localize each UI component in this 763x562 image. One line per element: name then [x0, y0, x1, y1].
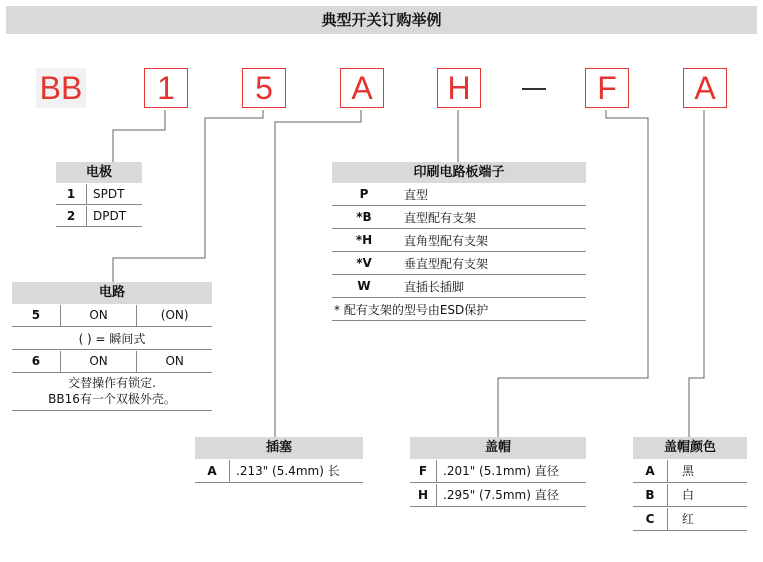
- cap-color-code: A: [645, 463, 655, 478]
- terminal-table: [332, 162, 586, 321]
- table-row: [633, 507, 747, 531]
- table-row: [56, 183, 142, 205]
- table-row: [12, 304, 212, 327]
- plunger-label: .213" (5.4mm) 长: [229, 460, 340, 482]
- terminal-label: 直角型配有支架: [404, 233, 489, 248]
- table-row: [332, 206, 586, 229]
- table-row: [410, 483, 586, 507]
- code-box-cap: F: [585, 68, 629, 108]
- terminal-code: W: [357, 279, 371, 293]
- double-pole-housing-note: BB16有一个双极外壳。: [48, 392, 176, 406]
- page-title: 典型开关订购举例: [6, 6, 757, 34]
- table-row: [12, 350, 212, 373]
- circuit-code: 6: [31, 354, 41, 368]
- cap-color-label: 黑: [667, 460, 694, 482]
- cap-label: .295" (7.5mm) 直径: [436, 484, 559, 506]
- table-row: [332, 275, 586, 298]
- table-row: [332, 229, 586, 252]
- table-row: [56, 205, 142, 227]
- circuit-table: [12, 282, 212, 411]
- cap-code: H: [417, 487, 429, 502]
- esd-note-row: [332, 298, 586, 321]
- connector-cap-color: [689, 110, 704, 437]
- pole-label: DPDT: [86, 206, 126, 226]
- code-box-cap-color: A: [683, 68, 727, 108]
- circuit-position-a: ON: [60, 351, 137, 372]
- cap-color-code: C: [645, 511, 655, 526]
- cap-color-label: 红: [667, 508, 694, 530]
- terminal-label: 直型: [404, 187, 429, 202]
- series-prefix: BB: [36, 68, 86, 108]
- pole-code: 2: [66, 208, 76, 223]
- code-box-plunger: A: [340, 68, 384, 108]
- cap-code: F: [418, 463, 428, 478]
- code-box-terminal: H: [437, 68, 481, 108]
- table-row: [332, 252, 586, 275]
- cap-table-header: 盖帽: [410, 437, 586, 459]
- terminal-code: *H: [355, 233, 373, 247]
- cap-color-table-header: 盖帽颜色: [633, 437, 747, 459]
- plunger-table: [195, 437, 363, 483]
- cap-label: .201" (5.1mm) 直径: [436, 460, 559, 482]
- plunger-code: A: [207, 463, 217, 478]
- plunger-table-header: 插塞: [195, 437, 363, 459]
- esd-note: * 配有支架的型号由ESD保护: [334, 302, 489, 317]
- pole-table-header: 电极: [56, 162, 142, 183]
- terminal-label: 垂直型配有支架: [404, 256, 489, 271]
- circuit-footer: [12, 373, 212, 411]
- circuit-position-a: ON: [60, 305, 137, 326]
- terminal-code: P: [359, 187, 369, 201]
- cap-color-code: B: [645, 487, 655, 502]
- pole-table: [56, 162, 142, 227]
- circuit-code: 5: [31, 308, 41, 322]
- code-box-circuit: 5: [242, 68, 286, 108]
- table-row: [410, 459, 586, 483]
- terminal-table-header: 印刷电路板端子: [332, 162, 586, 183]
- terminal-code: *B: [356, 210, 372, 224]
- terminal-label: 直插长插脚: [404, 279, 465, 294]
- table-row: [633, 459, 747, 483]
- cap-color-label: 白: [667, 484, 694, 506]
- table-row: [332, 183, 586, 206]
- circuit-position-b: ON: [136, 351, 212, 372]
- circuit-position-b: (ON): [136, 305, 212, 326]
- terminal-code: *V: [356, 256, 372, 270]
- cap-table: [410, 437, 586, 507]
- connector-pole: [113, 110, 165, 162]
- alternate-action-note: 交替操作有锁定.: [68, 376, 156, 390]
- pole-code: 1: [66, 186, 76, 201]
- terminal-label: 直型配有支架: [404, 210, 477, 225]
- table-row: [195, 459, 363, 483]
- momentary-note: ( ) = 瞬间式: [78, 331, 146, 346]
- circuit-note-row: [12, 327, 212, 350]
- table-row: [633, 483, 747, 507]
- cap-color-table: [633, 437, 747, 531]
- circuit-table-header: 电路: [12, 282, 212, 304]
- pole-label: SPDT: [86, 184, 124, 204]
- code-box-pole: 1: [144, 68, 188, 108]
